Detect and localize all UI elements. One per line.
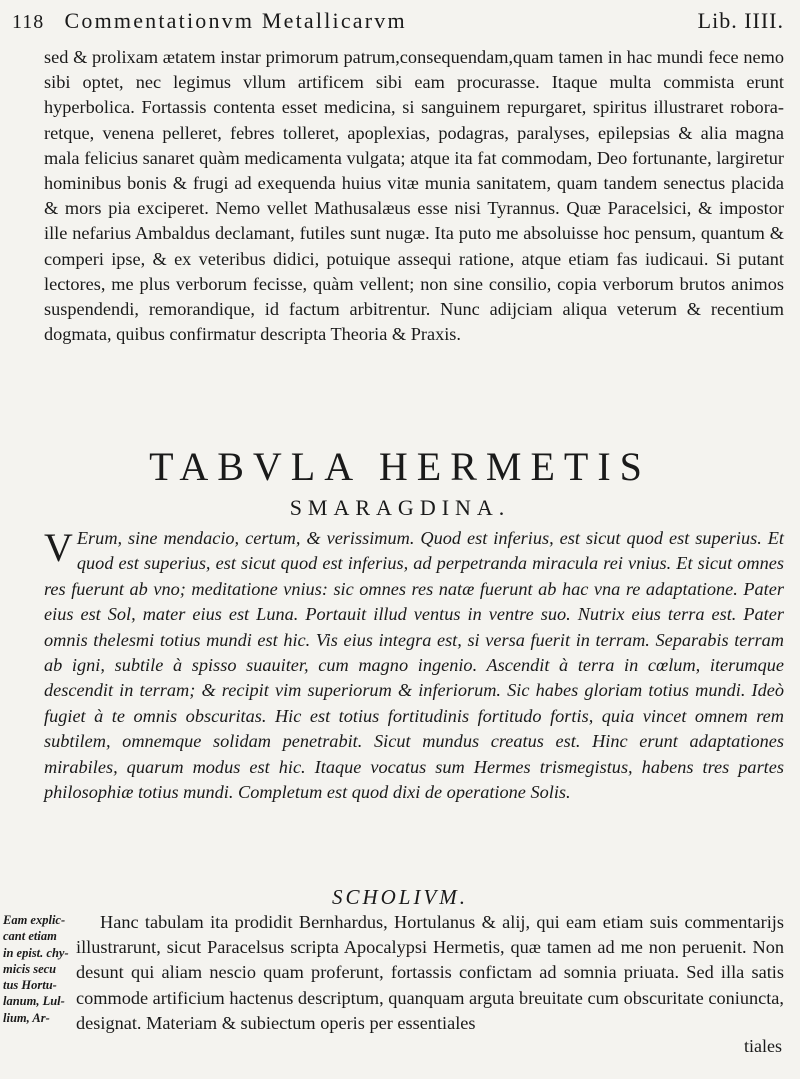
paragraph-text: sed & prolixam ætatem instar primorum patrum,consequendam,quam tamen in hac mundi fece nemo sibi optet, nec legimus vllum artificem sibi eam procurasse. Itaque multa commista erunt hyperbolica. Fortassis contenta esset medicina, si sanguinem repurgaret, spiritus illustraret robora-retque, venena pelleret, febres tolleret, apoplexias, podagras, paralyses, epilepsias & alia magna mala felicius sanaret quàm medicamenta vulgata; atque ita fat commodam, Deo fortunante, largiretur hominibus bonis & frugi ad exequenda huius vitæ munia sanitatem, quam tandem senectus placida & mors pia exciperet. Nemo vellet Mathusalæus esse nisi Tyrannus. Quæ Paracelsici, & impostor ille nefarius Ambaldus declamant, futiles sunt nugæ. Ita puto me absoluisse hoc pensum, quantum & comperi ipse, & ex veteribus didici, potuique assequi ratione, atque etiam fas iudicaui. Si putant lectores, me plus verborum fecisse, quàm vellent; non sine consilio, copia verborum brutos animos suspendendi, remorandique, id factum arbitrentur. Nunc adijciam aliqua veterum & recentium dogmata, quibus confirmatur descripta Theoria & Praxis. (44, 47, 784, 345)
margin-note-line: micis secu (3, 961, 57, 976)
tabula-title: TABVLA HERMETIS (149, 444, 651, 489)
drop-cap: V (44, 525, 73, 570)
scholium-heading: SCHOLIVM. (331, 885, 469, 909)
book-label: Lib. IIII. (697, 8, 784, 33)
tabula-body: Erum, sine mendacio, certum, & verissimum. Quod est inferius, est sicut quod est superius. Et quod est superius, est sicut quod est inferius, ad perpetranda miracula rei vnius. Et sicut omnes res fuerunt ab vno; meditatione vnius: sic omnes res natæ fuerunt ab hac vna re adaptatione. Pater eius est Sol, mater eius est Luna. Portauit illud ventus in ventre suo. Nutrix eius terra est. Pater omnis thelesmi totius mundi est hic. Vis eius integra est, si versa fuerit in terram. Separabis terram ab igni, subtile à spisso suauiter, cum magno ingenio. Ascendit à terra in cœlum, iterumque descendit in terram; & recipit vim superiorum & inferiorum. Sic habes gloriam totius mundi. Ideò fugiet à te omnis obscuritas. Hic est totius fortitudinis fortitudo fortis, quia vincet omnem rem subtilem, omnemque solidam penetrabit. Sicut mundus creatus est. Hinc erunt adaptationes mirabiles, quarum modus est hic. Itaque vocatus sum Hermes trismegistus, habens tres partes philosophiæ totius mundi. Completum est quod dixi de operatione Solis. (44, 528, 784, 803)
catchword: tiales (744, 1036, 782, 1056)
margin-note-line: Eam explic- (3, 913, 66, 927)
running-title: Commentationvm Metallicarvm (64, 8, 407, 33)
margin-note-line: in epist. chy- (3, 945, 69, 960)
scholium-paragraph (76, 910, 784, 1036)
margin-note-line: lium, Ar- (3, 1010, 50, 1025)
tabula-text (44, 526, 784, 805)
margin-note-line: tus Hortu- (3, 978, 57, 993)
margin-note-line: cant etiam (3, 929, 57, 944)
page-number: 118 (12, 11, 45, 33)
opening-paragraph (44, 45, 784, 347)
tabula-subtitle: SMARAGDINA. (289, 495, 511, 520)
running-header (12, 8, 792, 44)
paragraph-text: Hanc tabulam ita prodidit Bernhardus, Hortulanus & alij, qui eam etiam suis commentarijs illustrarunt, sicut Paracelsus scripta Apocalypsi Hermetis, quæ tamen ad me non peruenit. Non desunt qui aliam nescio quam proferunt, fortassis confictam ad somnia priuata. Sed illa satis commode artificium hactenus descriptum, quanquam arguta breuitate cum obscuritate coniuncta, designat. Materiam & subiectum operis per essentiales (76, 912, 784, 1033)
margin-note-line: lanum, Lul- (3, 994, 65, 1009)
margin-note (3, 912, 69, 1026)
